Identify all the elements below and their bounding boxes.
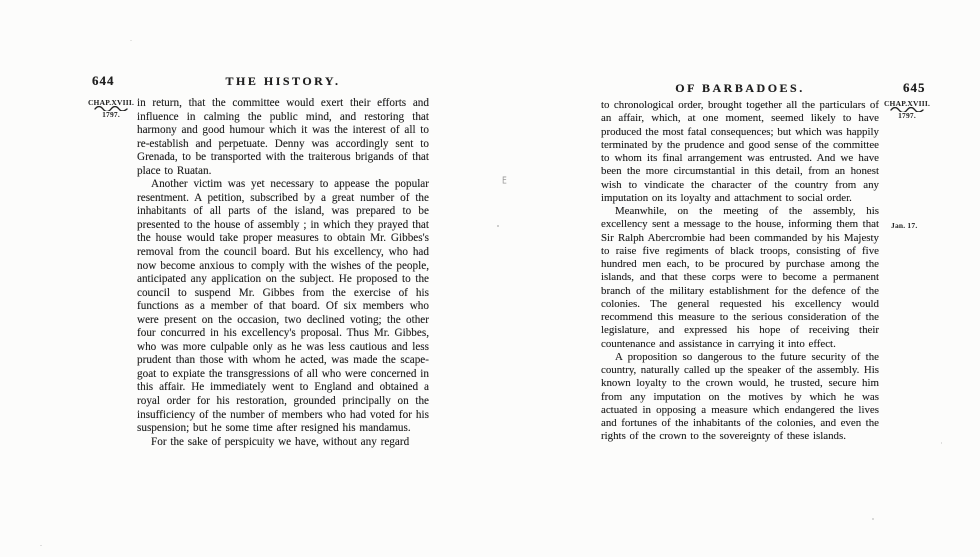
chapter-margin-note-right	[882, 100, 932, 120]
running-title-right: OF BARBADOES.	[675, 81, 805, 95]
chapter-note-text-left: CHAP.XVIII.	[87, 98, 135, 107]
date-margin-note: Jan. 17.	[891, 221, 918, 230]
page-number-right: 645	[903, 80, 926, 95]
chapter-margin-note-left	[86, 99, 136, 119]
paragraph: Meanwhile, on the meeting of the assembly, his excellency sent a message to the house, informing them that Sir Ralph Abercrombie had been commanded by his Majesty to raise five regiments of black troops, consisting of five hundred men each, to be procured by purchase among the islands, and that these corps were to become a permanent branch of the military establishment for the defence of the colonies. The general requested his excellency would recommend this measure to the serious consideration of the legislature, and expressed his hope of receiving their countenance and assistance in carrying it into effect.	[601, 205, 879, 350]
year-note-text-right: 1797.	[898, 111, 916, 120]
left-page-text	[137, 97, 429, 449]
paragraph: to chronological order, brought together all the particulars of an affair, which, at one moment, seemed likely to have produced the most fatal consequences; but which was happily terminated by the prudence and good sense of the committee to whom its final arrangement was entrusted. And we have been the more circumstantial in this detail, from an honest wish to vindicate the character of the country from any imputation on its loyalty and attachment to social order.	[601, 99, 879, 204]
paragraph: in return, that the committee would exert their efforts and influence in calming the public mind, and restoring that harmony and good humour which it was the interest of all to re-establish and perpetuate. Denny was accordingly sent to Grenada, to be transported with the traiterous brigands of that place to Ruatan.	[137, 97, 429, 177]
page-number-left: 644	[92, 73, 115, 88]
running-title-left: THE HISTORY.	[225, 74, 341, 88]
paragraph: Another victim was yet necessary to appease the popular resentment. A petition, subscribed by a great number of the inhabitants of all parts of the island, was prepared to be presented to the house of assembly ; in which they prayed that the house would take proper measures to obtain Mr. Gibbes's removal from the council board. But his excellency, who had now become anxious to comply with the wishes of the people, anticipated any application on the subject. He proposed to the council to suspend Mr. Gibbes from the exercise of his functions as a member of that board. Of six members who were present on the occasion, two declined voting; the other four concurred in his excellency's proposal. Thus Mr. Gibbes, who was more culpable only as he was less cautious and less prudent than those with whom he acted, was made the scape-goat to expiate the transgressions of all who were concerned in this affair. He immediately went to England and obtained a royal order for his restoration, grounded principally on the insufficiency of the number of members who had voted for his suspension; but he some time after resigned his mandamus.	[137, 178, 429, 435]
scan-speck	[497, 225, 499, 227]
gutter-scan-artifact: E	[502, 175, 507, 186]
right-page-text	[601, 99, 879, 444]
year-note-text-left: 1797.	[102, 110, 120, 119]
scan-speck	[941, 442, 942, 444]
scan-speck	[872, 518, 874, 520]
scan-speck	[130, 40, 132, 41]
chapter-note-text-right: CHAP.XVIII.	[883, 99, 931, 108]
paragraph: A proposition so dangerous to the future security of the country, naturally called up the speaker of the assembly. His known loyalty to the crown would, he trusted, secure him from any imputation on the motives by which he was actuated in opposing a measure which endangered the lives and fortunes of the inhabitants of the colonies, and even the rights of the crown to the sovereignty of these islands.	[601, 350, 879, 443]
scan-speck	[40, 545, 42, 546]
paragraph: For the sake of perspicuity we have, without any regard	[151, 435, 410, 448]
